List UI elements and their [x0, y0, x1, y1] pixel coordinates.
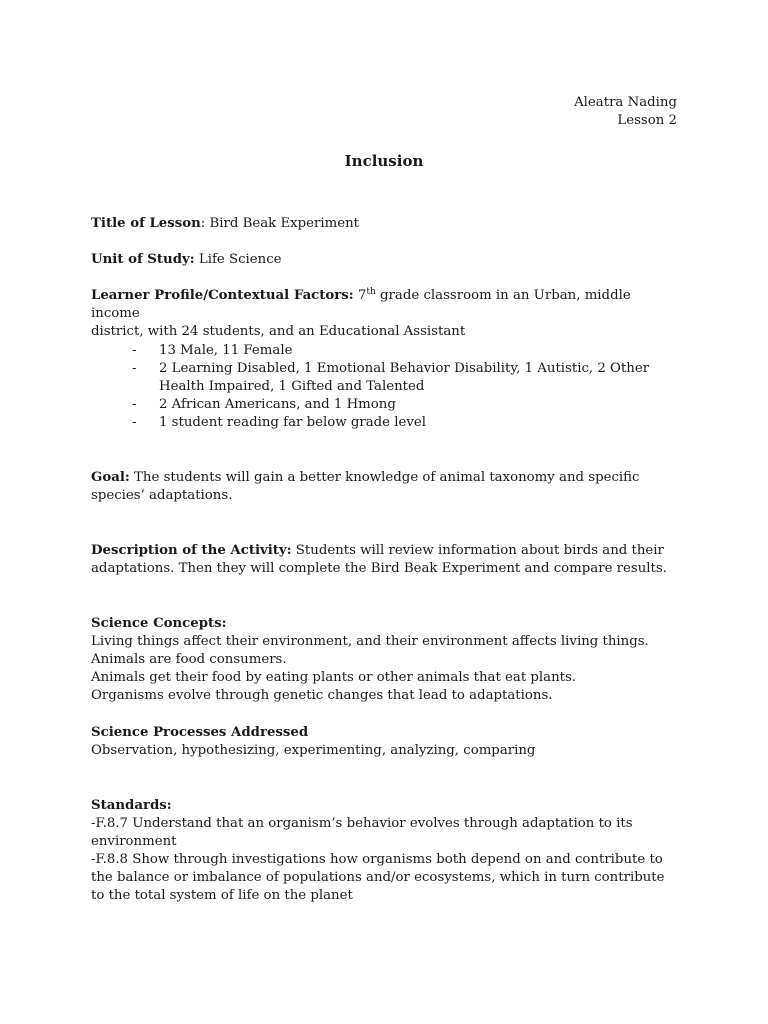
description-section: [91, 542, 681, 578]
concept-line: Organisms evolve through genetic changes that lead to adaptations.: [91, 688, 553, 703]
bullet-dash: -: [132, 343, 137, 358]
unit-value: Life Science: [194, 252, 282, 267]
author-name: Aleatra Nading: [574, 95, 677, 110]
bullet-dash: -: [132, 361, 137, 376]
standards-section: [91, 797, 681, 905]
learner-profile-text-2: district, with 24 students, and an Educational Assistant: [91, 324, 466, 339]
goal-text: The students will gain a better knowledge of animal taxonomy and specific species’ adaptations.: [91, 470, 640, 503]
unit-label: Unit of Study:: [91, 252, 195, 267]
description-label: Description of the Activity:: [91, 543, 292, 558]
learner-profile-label: Learner Profile/Contextual Factors:: [91, 288, 354, 303]
unit-of-study-line: [91, 251, 681, 269]
document-title: Inclusion: [344, 152, 424, 170]
concept-line: Animals get their food by eating plants or other animals that eat plants.: [91, 670, 577, 685]
bullet-text: 2 African Americans, and 1 Hmong: [159, 397, 396, 412]
list-item: [132, 414, 692, 432]
goal-label: Goal:: [91, 470, 130, 485]
list-item: [132, 342, 692, 360]
learner-profile: [91, 287, 681, 341]
learner-profile-text-1: grade classroom in an Urban, middle income: [91, 288, 631, 321]
list-item: [132, 360, 692, 396]
document-header: [574, 94, 677, 130]
lesson-title-line: [91, 215, 681, 233]
standard-item: -F.8.8 Show through investigations how organisms both depend on and contribute to the balance or imbalance of populations and/or ecosystems, which in turn contribute to the total system of life on the planet: [91, 852, 665, 903]
bullet-text: 2 Learning Disabled, 1 Emotional Behavior Disability, 1 Autistic, 2 Other Health Impaired, 1 Gifted and Talented: [159, 361, 650, 394]
science-processes-text: Observation, hypothesizing, experimenting, analyzing, comparing: [91, 743, 536, 758]
science-concepts-section: [91, 615, 681, 705]
list-item: [132, 396, 692, 414]
lesson-number: Lesson 2: [617, 113, 677, 128]
bullet-text: 1 student reading far below grade level: [159, 415, 426, 430]
description-text: Students will review information about birds and their adaptations. Then they will complete the Bird Beak Experiment and compare results.: [91, 543, 667, 576]
standards-heading: Standards:: [91, 798, 172, 813]
concept-line: Animals are food consumers.: [91, 652, 287, 667]
lesson-title-label: Title of Lesson: [91, 216, 201, 231]
bullet-dash: -: [132, 397, 137, 412]
bullet-dash: -: [132, 415, 137, 430]
standard-item: -F.8.7 Understand that an organism’s behavior evolves through adaptation to its environment: [91, 816, 633, 849]
science-concepts-heading: Science Concepts:: [91, 616, 227, 631]
lesson-title-value: : Bird Beak Experiment: [200, 216, 360, 231]
science-processes-section: [91, 724, 681, 760]
learner-bullet-list: [132, 342, 692, 432]
bullet-text: 13 Male, 11 Female: [159, 343, 293, 358]
science-processes-heading: Science Processes Addressed: [91, 725, 309, 740]
concept-line: Living things affect their environment, and their environment affects living things.: [91, 634, 649, 649]
goal-section: [91, 469, 681, 505]
grade-number: 7: [353, 288, 367, 303]
grade-superscript: th: [366, 287, 376, 297]
